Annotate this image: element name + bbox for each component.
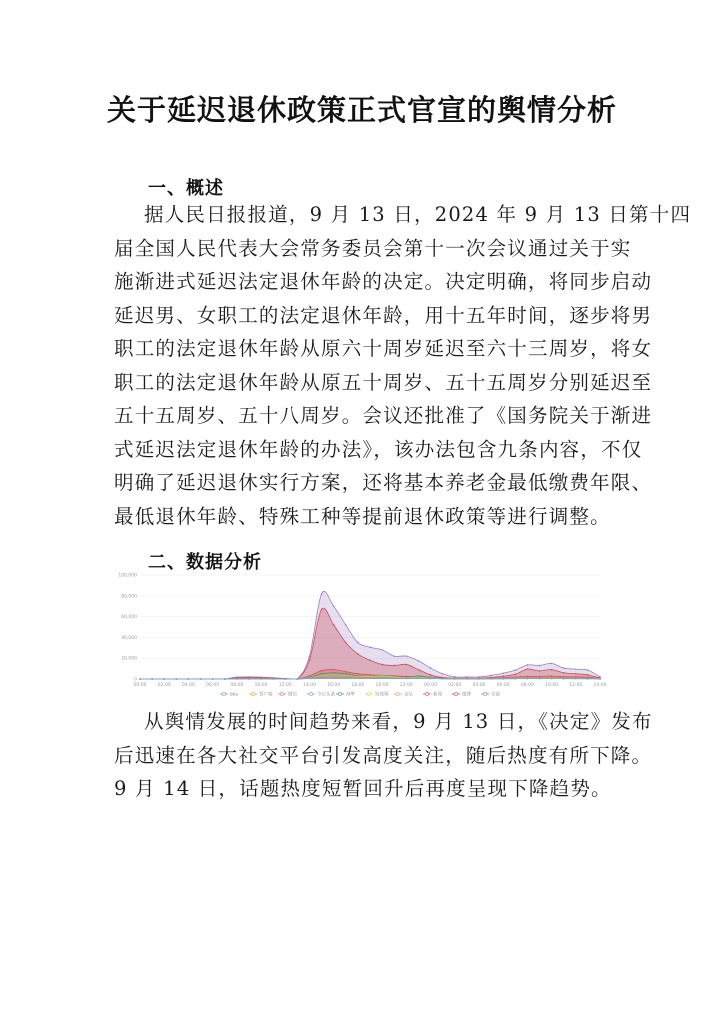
- paragraph-line: 最低退休年龄、特殊工种等提前退休政策等进行调整。: [114, 504, 611, 528]
- svg-text:论坛: 论坛: [404, 692, 413, 698]
- data-point[interactable]: [406, 678, 408, 680]
- paragraph-line: 届全国人民代表大会常务委员会第十一次会议通过关于实: [114, 236, 632, 260]
- paragraph-line: 延迟男、女职工的法定退休年龄，用十五年时间，逐步将男: [114, 303, 653, 327]
- x-tick-label: 04:00: [181, 683, 195, 688]
- data-point[interactable]: [551, 678, 553, 680]
- data-point[interactable]: [381, 675, 383, 677]
- y-tick-label: 80,000: [121, 594, 137, 600]
- paragraph-line: 施渐进式延迟法定退休年龄的决定。决定明确，将同步启动: [114, 270, 653, 293]
- x-tick-label: 08:00: [520, 683, 534, 688]
- svg-text:新闻: 新闻: [433, 692, 442, 698]
- x-tick-label: 10:00: [254, 683, 268, 688]
- y-tick-label: 60,000: [121, 615, 137, 621]
- data-point[interactable]: [381, 649, 383, 651]
- data-point[interactable]: [357, 673, 359, 675]
- data-point[interactable]: [297, 678, 299, 680]
- data-point[interactable]: [381, 664, 383, 666]
- data-point[interactable]: [248, 678, 250, 680]
- svg-text:今日头条: 今日头条: [317, 692, 335, 698]
- data-point[interactable]: [502, 672, 504, 674]
- data-point[interactable]: [393, 665, 395, 667]
- data-point[interactable]: [551, 675, 553, 677]
- data-point[interactable]: [490, 678, 492, 680]
- paragraph-line: 明确了延迟退休实行方案，还将基本养老金最低缴费年限、: [114, 471, 653, 494]
- data-point[interactable]: [309, 659, 311, 661]
- paragraph-line: 式延迟法定退休年龄的办法》，该办法包含九条内容，不仅: [114, 437, 643, 461]
- data-point[interactable]: [321, 593, 323, 595]
- data-point[interactable]: [200, 678, 202, 680]
- legend-item[interactable]: [423, 691, 442, 698]
- data-point[interactable]: [563, 672, 565, 674]
- paragraph-line: 从舆情发展的时间趋势来看，9 月 13 日，《决定》发布: [144, 710, 653, 733]
- x-tick-label: 22:00: [399, 683, 413, 688]
- x-tick-label: 02:00: [157, 683, 171, 688]
- document-title: 关于延迟退休政策正式官宣的舆情分析: [106, 93, 617, 127]
- data-point[interactable]: [321, 677, 323, 679]
- y-tick-label: 100,000: [118, 573, 137, 579]
- data-point[interactable]: [333, 672, 335, 674]
- y-tick-label: 0: [134, 677, 137, 683]
- legend-item[interactable]: [278, 691, 297, 698]
- x-tick-label: 02:00: [448, 683, 462, 688]
- trend-chart: [110, 570, 610, 702]
- x-tick-label: 20:00: [375, 683, 389, 688]
- paragraph-line: 职工的法定退休年龄从原六十周岁延迟至六十三周岁，将女: [114, 337, 653, 360]
- data-point[interactable]: [406, 655, 408, 657]
- data-point[interactable]: [466, 678, 468, 680]
- data-point[interactable]: [527, 664, 529, 666]
- x-tick-label: 12:00: [569, 683, 583, 688]
- data-point[interactable]: [527, 668, 529, 670]
- data-point[interactable]: [224, 678, 226, 680]
- svg-text:bbs: bbs: [230, 692, 239, 698]
- data-point[interactable]: [502, 675, 504, 677]
- svg-text:客户端: 客户端: [259, 692, 273, 698]
- data-point[interactable]: [321, 609, 323, 611]
- x-tick-label: 00:00: [133, 683, 147, 688]
- data-point[interactable]: [454, 678, 456, 680]
- data-point[interactable]: [478, 678, 480, 680]
- data-point[interactable]: [260, 678, 262, 680]
- legend-item[interactable]: [394, 691, 413, 698]
- x-tick-label: 16:00: [327, 683, 341, 688]
- data-point[interactable]: [284, 678, 286, 680]
- data-point[interactable]: [393, 655, 395, 657]
- data-point[interactable]: [345, 624, 347, 626]
- data-point[interactable]: [527, 678, 529, 680]
- svg-text:微信: 微信: [288, 692, 297, 698]
- data-point[interactable]: [357, 653, 359, 655]
- data-point[interactable]: [442, 673, 444, 675]
- data-point[interactable]: [430, 678, 432, 680]
- data-point[interactable]: [514, 674, 516, 676]
- data-point[interactable]: [345, 671, 347, 673]
- data-point[interactable]: [393, 678, 395, 680]
- data-point[interactable]: [357, 677, 359, 679]
- data-point[interactable]: [333, 624, 335, 626]
- data-point[interactable]: [309, 678, 311, 680]
- legend-item[interactable]: [365, 691, 389, 698]
- data-point[interactable]: [321, 670, 323, 672]
- data-point[interactable]: [369, 677, 371, 679]
- data-point[interactable]: [418, 660, 420, 662]
- data-point[interactable]: [188, 678, 190, 680]
- data-point[interactable]: [430, 667, 432, 669]
- data-point[interactable]: [176, 678, 178, 680]
- data-point[interactable]: [345, 642, 347, 644]
- paragraph-line: 五十五周岁、五十八周岁。会议还批准了《国务院关于渐进: [114, 404, 653, 427]
- paragraph-line: 据人民日报报道，9 月 13 日，2024 年 9 月 13 日第十四: [144, 203, 692, 226]
- area-chart-svg: [110, 570, 610, 702]
- data-point[interactable]: [514, 669, 516, 671]
- svg-text:APP: APP: [346, 692, 355, 698]
- section-heading-overview: 一、概述: [148, 178, 224, 199]
- paragraph-line: 职工的法定退休年龄从原五十周岁、五十五周岁分别延迟至: [114, 370, 653, 394]
- data-point[interactable]: [575, 668, 577, 670]
- x-tick-label: 12:00: [278, 683, 292, 688]
- legend-item[interactable]: [481, 691, 500, 698]
- data-point[interactable]: [563, 678, 565, 680]
- legend-item[interactable]: [452, 691, 471, 698]
- paragraph-line: 后迅速在各大社交平台引发高度关注，随后热度有所下降。: [114, 743, 653, 767]
- legend-item[interactable]: [249, 691, 273, 698]
- paragraph-line: 9 月 14 日，话题热度短暂回升后再度呈现下降趋势。: [114, 777, 612, 800]
- data-point[interactable]: [587, 678, 589, 680]
- data-point[interactable]: [272, 678, 274, 680]
- data-point[interactable]: [345, 673, 347, 675]
- y-tick-label: 40,000: [121, 635, 137, 641]
- legend-item[interactable]: [307, 691, 335, 698]
- data-point[interactable]: [151, 678, 153, 680]
- y-tick-label: 20,000: [121, 656, 137, 662]
- data-point[interactable]: [333, 605, 335, 607]
- svg-text:短视频: 短视频: [375, 692, 389, 698]
- data-point[interactable]: [587, 669, 589, 671]
- data-point[interactable]: [212, 678, 214, 680]
- x-tick-label: 10:00: [545, 683, 559, 688]
- data-point[interactable]: [309, 675, 311, 677]
- data-point[interactable]: [502, 678, 504, 680]
- x-tick-label: 14:00: [593, 683, 607, 688]
- legend-item[interactable]: [220, 692, 239, 698]
- data-point[interactable]: [406, 664, 408, 666]
- data-point[interactable]: [599, 678, 601, 680]
- data-point[interactable]: [575, 678, 577, 680]
- x-tick-label: 06:00: [206, 683, 220, 688]
- data-point[interactable]: [539, 665, 541, 667]
- data-point[interactable]: [587, 674, 589, 676]
- data-point[interactable]: [551, 663, 553, 665]
- data-point[interactable]: [514, 678, 516, 680]
- data-point[interactable]: [369, 646, 371, 648]
- data-point[interactable]: [418, 678, 420, 680]
- data-point[interactable]: [563, 667, 565, 669]
- data-point[interactable]: [333, 669, 335, 671]
- data-point[interactable]: [539, 678, 541, 680]
- data-point[interactable]: [490, 675, 492, 677]
- svg-text:微博: 微博: [462, 692, 471, 698]
- data-point[interactable]: [333, 677, 335, 679]
- data-point[interactable]: [418, 669, 420, 671]
- x-tick-label: 18:00: [351, 683, 365, 688]
- data-point[interactable]: [345, 677, 347, 679]
- data-point[interactable]: [321, 673, 323, 675]
- data-point[interactable]: [575, 673, 577, 675]
- data-point[interactable]: [551, 669, 553, 671]
- x-tick-label: 06:00: [496, 683, 510, 688]
- section-heading-data-analysis: 二、数据分析: [148, 552, 262, 573]
- data-point[interactable]: [163, 678, 165, 680]
- data-point[interactable]: [139, 678, 141, 680]
- data-point[interactable]: [357, 642, 359, 644]
- x-tick-label: 14:00: [302, 683, 316, 688]
- x-tick-label: 08:00: [230, 683, 244, 688]
- data-point[interactable]: [369, 659, 371, 661]
- x-tick-label: 04:00: [472, 683, 486, 688]
- analysis-paragraph: [114, 705, 653, 806]
- data-point[interactable]: [442, 678, 444, 680]
- data-point[interactable]: [236, 678, 238, 680]
- data-point[interactable]: [381, 677, 383, 679]
- legend-item[interactable]: [336, 692, 355, 698]
- data-point[interactable]: [430, 674, 432, 676]
- overview-paragraph: [114, 198, 692, 533]
- x-tick-label: 00:00: [424, 683, 438, 688]
- data-point[interactable]: [309, 655, 311, 657]
- svg-text:全部: 全部: [491, 692, 500, 698]
- data-point[interactable]: [539, 670, 541, 672]
